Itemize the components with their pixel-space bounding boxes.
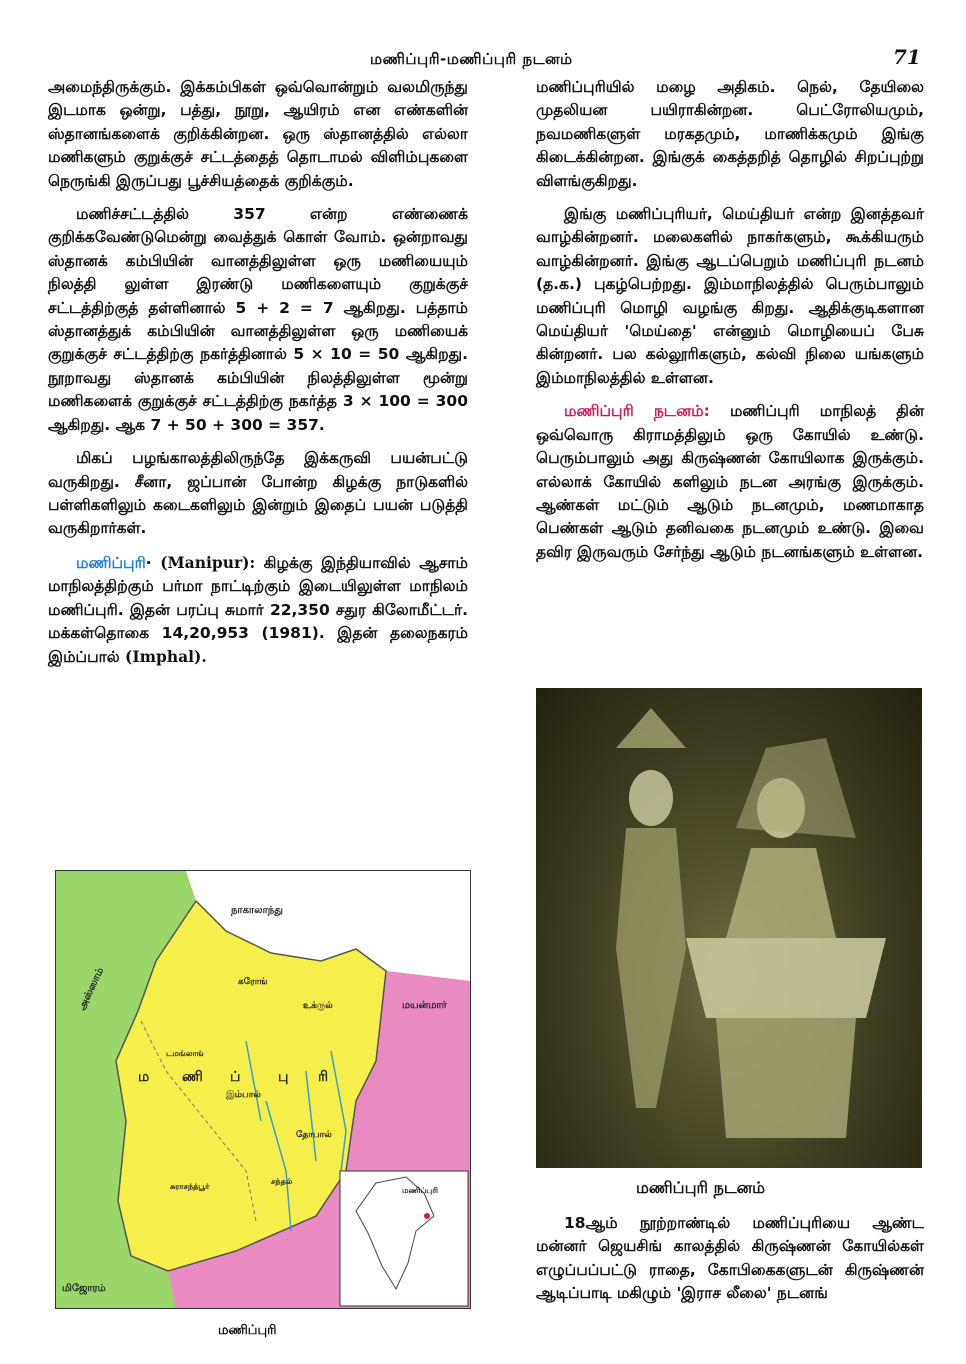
map-big-label-part-5: ரி	[318, 1069, 329, 1085]
map-big-label-part-3: ப்	[230, 1069, 241, 1085]
map-big-label-part-1: ம	[138, 1069, 150, 1085]
paragraph-abacus-history: மிகப் பழங்காலத்திலிருந்தே இக்கருவி பயன்பட்டு வருகிறது. சீனா, ஜப்பான் போன்ற கிழக்கு நாடுகளில் பள்ளிகளிலும் கடைகளிலும் இன்றும் இதைப் பயன் படுத்தி வருகிறார்கள்.	[48, 449, 468, 538]
photo-caption: மணிப்புரி நடனம்	[636, 1178, 765, 1197]
right-column	[536, 76, 924, 574]
map-label-assam: அஸ்ஸாம்	[76, 966, 107, 1013]
map-big-label-part-4: பு	[278, 1069, 289, 1085]
dance-entry-text: மணிப்புரி மாநிலத் தின் ஒவ்வொரு கிராமத்திலும் ஒரு கோயில் உண்டு. பெரும்பாலும் அது கிருஷ்ணன் கோயிலாக இருக்கும். எல்லாக் கோயில் களிலும் நடன அரங்கு இருக்கும். ஆண்கள் மட்டும் ஆடும் நடனமும், மணமாகாத பெண்கள் ஆடும் தனிவகை நடனமும் உண்டு. இவை தவிர இருவரும் சேர்ந்து ஆடும் நடனங்களும் உள்ளன.	[536, 402, 924, 561]
paragraph-manipur-economy: மணிப்புரியில் மழை அதிகம். நெல், தேயிலை முதலியன பயிராகின்றன. பெட்ரோலியமும், நவமணிகளுள் மரகதமும், மாணிக்கமும் இங்கு கிடைக்கின்றன. இங்குக் கைத்தறித் தொழில் சிறப்புற்று விளங்குகிறது.	[536, 78, 924, 190]
map-label-thoubal: தோபால்	[296, 1130, 332, 1140]
map-label-ukhrul: உக்ருல்	[303, 1001, 333, 1011]
map-label-myanmar: மயன்மார்	[402, 1000, 447, 1011]
page-number: 71	[893, 45, 921, 69]
paragraph-dance-history: 18ஆம் நூற்றாண்டில் மணிப்புரியை ஆண்ட மன்னர் ஜெயசிங் காலத்தில் கிருஷ்ணன் கோயில்கள் எழுப்பப்பட்டு ராதை, கோபிகைகளுடன் கிருஷ்ணன் ஆடிப்பாடி மகிழும் 'இராச லீலை' நடனங்	[536, 1214, 924, 1303]
map-label-imphal: இம்பால்	[226, 1090, 261, 1100]
paragraph-abacus-example: மணிச்சட்டத்தில் 357 என்ற எண்ணைக் குறிக்கவேண்டுமென்று வைத்துக் கொள் வோம். ஒன்றாவது ஸ்தானக் கம்பியின் வானத்திலுள்ள ஒரு மணியையும் நிலத்தி லுள்ள இரண்டு மணிகளையும் குறுக்குச் சட்டத்திற்குத் தள்ளினால் 5 + 2 = 7 ஆகிறது. பத்தாம் ஸ்தானத்துக் கம்பியின் வானத்திலுள்ள ஒரு மணியைக் குறுக்குச் சட்டத்திற்கு நகர்த்தினால் 5 × 10 = 50 ஆகிறது. நூறாவது ஸ்தானக் கம்பியின் நிலத்திலுள்ள மூன்று மணிகளைக் குறுக்குச் சட்டத்திற்கு நகர்த்த 3 × 100 = 300 ஆகிறது. ஆக 7 + 50 + 300 = 357.	[48, 205, 468, 434]
paragraph-manipur-people: இங்கு மணிப்புரியர், மெய்தியர் என்ற இனத்தவர் வாழ்கின்றனர். மலைகளில் நாகர்களும், கூக்கியரும் வாழ்கின்றனர். இங்கு ஆடப்பெறும் மணிப்புரி நடனம் (த.க.) புகழ்பெற்றது. இம்மாநிலத்தில் பெரும்பாலும் மணிப்புரி மொழி வழங்கு கிறது. ஆதிக்குடிகளான மெய்தியர் 'மெய்தை' என்னும் மொழியைப் பேசு கின்றனர். பல கல்லூரிகளும், கல்வி நிலை யங்களும் இம்மாநிலத்தில் உள்ளன.	[536, 205, 924, 387]
paragraph-abacus-rods: அமைந்திருக்கும். இக்கம்பிகள் ஒவ்வொன்றும் வலமிருந்து இடமாக ஒன்று, பத்து, நூறு, ஆயிரம் என எண்களின் ஸ்தானங்களைக் குறிக்கின்றன. ஒரு ஸ்தானத்தில் எல்லா மணிகளும் குறுக்குச் சட்டத்தைத் தொடாமல் விளிம்புகளை நெருங்கி இருப்பது பூச்சியத்தைக் குறிக்கும்.	[48, 78, 468, 190]
left-column	[48, 76, 468, 680]
manipur-latin-name: (Manipur):	[160, 552, 256, 572]
map-label-mizoram: மிஜோரம்	[62, 1283, 106, 1294]
paragraph-manipuri-dance	[536, 400, 924, 564]
imphal-latin-name: (Imphal).	[125, 647, 207, 667]
map-label-tamenglong: டமங்லாங்	[166, 1049, 204, 1058]
manipur-entry-heading: மணிப்புரி	[76, 553, 146, 572]
dance-photo-graphic	[536, 688, 922, 1168]
paragraph-manipur-intro: மணிப்புரி· (Manipur): கிழக்கு இந்தியாவில் ஆசாம் மாநிலத்திற்கும் பர்மா நாட்டிற்கும் இடையிலுள்ள மாநிலம் மணிப்புரி. இதன் பரப்பு சுமார் 22,350 சதுர கிலோமீட்டர். மக்கள்தொகை 14,20,953 (1981). இதன் தலைநகரம் இம்ப்பால் (Imphal).	[48, 552, 468, 667]
manipur-map	[55, 870, 471, 1309]
running-header: மணிப்புரி-மணிப்புரி நடனம்	[370, 50, 573, 68]
dance-entry-heading: மணிப்புரி நடனம்:	[564, 402, 710, 421]
map-label-nagaland: நாகாலாந்து	[231, 905, 283, 916]
manipur-map-graphic	[56, 871, 470, 1308]
map-big-label-part-2: ணி	[182, 1069, 203, 1085]
map-inset-marker	[424, 1213, 430, 1219]
right-column-bottom	[536, 1212, 924, 1316]
manipur-intro-text: கிழக்கு இந்தியாவில் ஆசாம் மாநிலத்திற்கும் பர்மா நாட்டிற்கும் இடையிலுள்ள மாநிலம் மணிப்புரி. இதன் பரப்பு சுமார் 22,350 சதுர கிலோமீட்டர். மக்கள்தொகை 14,20,953 (1981). இதன் தலைநகரம் இம்ப்பால்	[48, 553, 468, 667]
map-label-churachandpur: சுராசந்த்பூர்	[170, 1182, 210, 1191]
map-label-karong: கரோங்	[238, 977, 268, 987]
manipuri-dance-photo	[536, 688, 922, 1168]
map-inset-label: மணிப்புரி	[402, 1186, 438, 1195]
map-label-chandel: சந்தல்	[271, 1177, 293, 1186]
map-caption: மணிப்புரி	[218, 1323, 277, 1338]
